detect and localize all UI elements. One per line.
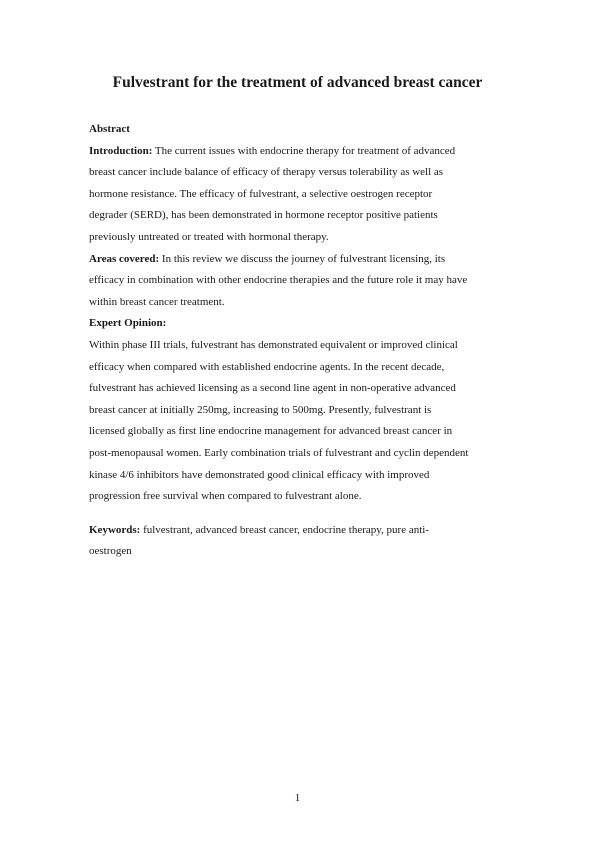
expert-opinion-line-8: progression free survival when compared to fulvestrant alone.: [89, 490, 362, 503]
expert-opinion-line-2: efficacy when compared with established endocrine agents. In the recent decade,: [89, 360, 445, 373]
introduction-line-5: previously untreated or treated with hormonal therapy.: [89, 230, 329, 243]
areas-covered-line-2: efficacy in combination with other endocrine therapies and the future role it may have: [89, 274, 468, 287]
paper-title: Fulvestrant for the treatment of advanced breast cancer: [112, 74, 483, 91]
paragraph-spacer: [89, 508, 519, 520]
areas-covered-label: Areas covered:: [89, 252, 160, 265]
expert-opinion-line-7: kinase 4/6 inhibitors have demonstrated good clinical efficacy with improved: [89, 468, 430, 481]
expert-opinion-paragraph: [89, 313, 519, 507]
page-number: 1: [294, 792, 301, 804]
introduction-line-1: [89, 141, 519, 163]
keywords-text: fulvestrant, advanced breast cancer, endocrine therapy, pure anti-: [140, 523, 430, 536]
areas-covered-line-1: [89, 249, 519, 271]
expert-opinion-line-5: licensed globally as first line endocrine management for advanced breast cancer in: [89, 425, 453, 438]
keywords-line-1: [89, 520, 519, 542]
keywords-line-2: oestrogen: [89, 545, 132, 558]
areas-covered-line-3: within breast cancer treatment.: [89, 295, 225, 308]
areas-covered-paragraph: [89, 249, 519, 314]
abstract-heading: [89, 119, 519, 141]
expert-opinion-line-1: Within phase III trials, fulvestrant has demonstrated equivalent or improved clinical: [89, 338, 458, 351]
expert-opinion-line-6: post-menopausal women. Early combination trials of fulvestrant and cyclin dependent: [89, 446, 469, 459]
introduction-paragraph: [89, 141, 519, 249]
introduction-line-4: degrader (SERD), has been demonstrated in hormone receptor positive patients: [89, 209, 438, 222]
keywords-paragraph: [89, 520, 519, 563]
keywords-label: Keywords:: [89, 523, 141, 536]
abstract-section: [89, 119, 519, 563]
introduction-line-2: breast cancer include balance of efficacy of therapy versus tolerability as well as: [89, 166, 444, 179]
expert-opinion-line-4: breast cancer at initially 250mg, increasing to 500mg. Presently, fulvestrant is: [89, 403, 432, 416]
abstract-heading-text: Abstract: [89, 123, 130, 135]
introduction-text: The current issues with endocrine therapy for treatment of advanced: [152, 144, 456, 157]
introduction-label: Introduction:: [89, 144, 153, 157]
introduction-line-3: hormone resistance. The efficacy of fulvestrant, a selective oestrogen receptor: [89, 187, 433, 200]
expert-opinion-line-3: fulvestrant has achieved licensing as a second line agent in non-operative advanced: [89, 382, 456, 395]
expert-opinion-label: Expert Opinion:: [89, 317, 167, 330]
areas-covered-text: In this review we discuss the journey of fulvestrant licensing, its: [159, 252, 446, 265]
